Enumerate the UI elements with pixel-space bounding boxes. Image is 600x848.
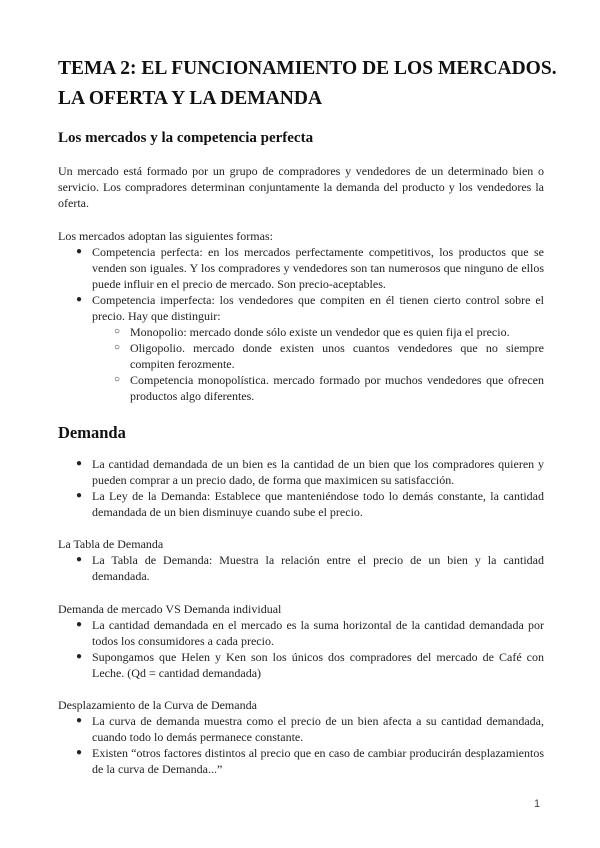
- list-item: [58, 292, 544, 404]
- list-item: [92, 372, 544, 404]
- bullet-icon: ●: [76, 294, 83, 305]
- bullet-icon: ●: [76, 651, 83, 662]
- bullet-icon: ●: [76, 246, 83, 257]
- list-item: [58, 713, 544, 745]
- bullet-icon: ●: [76, 554, 83, 565]
- list-item: [92, 340, 544, 372]
- forms-intro: Los mercados adoptan las siguientes formas:: [58, 229, 273, 243]
- list-item-text: La cantidad demandada en el mercado es la suma horizontal de la cantidad demandada por todos los consumidores a cada precio.: [92, 618, 544, 648]
- section-heading-demanda: Demanda: [58, 423, 126, 442]
- section-heading-mercados: Los mercados y la competencia perfecta: [58, 130, 314, 146]
- bullet-icon: ●: [76, 747, 83, 758]
- bullet-icon: ●: [76, 490, 83, 501]
- list-item: [58, 552, 544, 584]
- table-list: [58, 552, 544, 584]
- list-item-text: Monopolio: mercado donde sólo existe un vendedor que es quien fija el precio.: [130, 325, 510, 339]
- list-item: [58, 488, 544, 520]
- market-forms-list: [58, 244, 544, 404]
- demand-list: [58, 456, 544, 520]
- subheading-desplazamiento: Desplazamiento de la Curva de Demanda: [58, 698, 257, 712]
- list-item: [58, 649, 544, 681]
- shift-list: [58, 713, 544, 777]
- list-item-text: Competencia perfecta: en los mercados perfectamente competitivos, los productos que se venden son iguales. Y los compradores y vendedores son tan numerosos que ninguno de ellos puede influir en el precio de mercado. Son precio-aceptables.: [92, 245, 544, 291]
- circle-bullet-icon: ○: [114, 326, 121, 337]
- intro-paragraph: Un mercado está formado por un grupo de compradores y vendedores de un determinado bien o servicio. Los compradores determinan conjuntamente la demanda del producto y los vendedores la oferta.: [58, 164, 544, 210]
- bullet-icon: ●: [76, 715, 83, 726]
- document-title: TEMA 2: EL FUNCIONAMIENTO DE LOS MERCADOS. LA OFERTA Y LA DEMANDA: [58, 58, 557, 109]
- list-item-text: La Ley de la Demanda: Establece que manteniéndose todo lo demás constante, la cantidad demandada de un bien disminuye cuando sube el precio.: [92, 489, 544, 519]
- imperfect-types-list: [92, 324, 544, 404]
- list-item-text: La curva de demanda muestra como el precio de un bien afecta a su cantidad demandada, cuando todo lo demás permanece constante.: [92, 714, 544, 744]
- list-item: [58, 745, 544, 777]
- subheading-mercado: Demanda de mercado VS Demanda individual: [58, 602, 282, 616]
- list-item: [58, 244, 544, 292]
- list-item-text: Oligopolio. mercado donde existen unos cuantos vendedores que no siempre compiten ferozmente.: [130, 341, 544, 371]
- list-item-text: La cantidad demandada de un bien es la cantidad de un bien que los compradores quieren y pueden comprar a un precio dado, de forma que maximicen su satisfacción.: [92, 457, 544, 487]
- list-item: [58, 617, 544, 649]
- list-item: [92, 324, 544, 340]
- list-item-text: La Tabla de Demanda: Muestra la relación entre el precio de un bien y la cantidad demandada.: [92, 553, 544, 583]
- list-item-text: Supongamos que Helen y Ken son los únicos dos compradores del mercado de Café con Leche. (Qd = cantidad demandada): [92, 650, 544, 680]
- circle-bullet-icon: ○: [114, 374, 121, 385]
- list-item: [58, 456, 544, 488]
- circle-bullet-icon: ○: [114, 342, 121, 353]
- list-item-text: Existen “otros factores distintos al precio que en caso de cambiar producirán desplazamientos de la curva de Demanda...”: [92, 746, 544, 776]
- subheading-tabla: La Tabla de Demanda: [58, 537, 164, 551]
- list-item-text: Competencia monopolística. mercado formado por muchos vendedores que ofrecen productos algo diferentes.: [130, 373, 544, 403]
- list-item-text: Competencia imperfecta: los vendedores que compiten en él tienen cierto control sobre el precio. Hay que distinguir:: [92, 293, 544, 323]
- page-number: 1: [534, 798, 541, 810]
- market-demand-list: [58, 617, 544, 681]
- bullet-icon: ●: [76, 619, 83, 630]
- bullet-icon: ●: [76, 458, 83, 469]
